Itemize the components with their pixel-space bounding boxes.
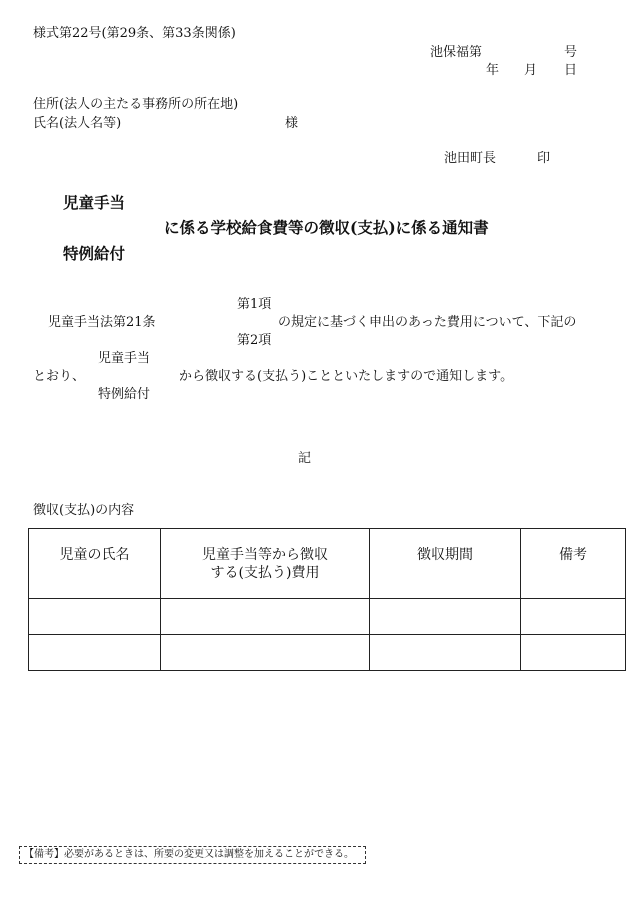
doc-number-prefix: 池保福第 bbox=[430, 45, 483, 60]
body-line-2: から徴収する(支払う)ことといたしますので通知します。 bbox=[179, 369, 514, 384]
sender-seal: 印 bbox=[537, 151, 551, 166]
cell-cost bbox=[161, 635, 370, 671]
collection-details-table bbox=[28, 528, 626, 671]
cell-remarks bbox=[521, 635, 626, 671]
header-cost bbox=[161, 529, 370, 599]
title-option-child-allowance: 児童手当 bbox=[63, 193, 126, 212]
body-line-1: の規定に基づく申出のあった費用について、下記の bbox=[278, 315, 577, 330]
date-month-label: 月 bbox=[524, 63, 538, 78]
header-cost-line-2: する(支払う)費用 bbox=[210, 564, 320, 581]
name-label: 氏名(法人名等) bbox=[33, 116, 122, 131]
header-cost-line-1: 児童手当等から徴収 bbox=[202, 547, 328, 563]
remarks-note: 【備考】必要があるときは、所要の変更又は調整を加えることができる。 bbox=[19, 846, 366, 864]
ki-mark: 記 bbox=[298, 451, 312, 466]
header-child-name: 児童の氏名 bbox=[29, 529, 161, 599]
table-row bbox=[29, 599, 626, 635]
document-title: に係る学校給食費等の徴収(支払)に係る通知書 bbox=[164, 218, 489, 237]
sender-name: 池田町長 bbox=[444, 151, 497, 166]
cell-child-name bbox=[29, 599, 161, 635]
header-remarks: 備考 bbox=[521, 529, 626, 599]
section-title: 徴収(支払)の内容 bbox=[33, 503, 135, 518]
date-year-label: 年 bbox=[486, 63, 500, 78]
body-option-child-allowance: 児童手当 bbox=[98, 351, 151, 366]
cell-collection-period bbox=[370, 635, 521, 671]
clause-1: 第1項 bbox=[237, 297, 272, 312]
honorific: 様 bbox=[285, 116, 299, 131]
table-row bbox=[29, 635, 626, 671]
date-day-label: 日 bbox=[564, 63, 578, 78]
header-collection-period: 徴収期間 bbox=[370, 529, 521, 599]
clause-2: 第2項 bbox=[237, 333, 272, 348]
cell-collection-period bbox=[370, 599, 521, 635]
form-number: 様式第22号(第29条、第33条関係) bbox=[33, 26, 236, 41]
title-option-special-benefit: 特例給付 bbox=[63, 244, 126, 263]
body-line-2-start: とおり、 bbox=[33, 369, 86, 384]
table-header-row bbox=[29, 529, 626, 599]
body-option-special-benefit: 特例給付 bbox=[98, 387, 151, 402]
doc-number-suffix: 号 bbox=[564, 45, 578, 60]
law-reference: 児童手当法第21条 bbox=[48, 315, 156, 330]
address-label: 住所(法人の主たる事務所の所在地) bbox=[33, 97, 239, 112]
cell-cost bbox=[161, 599, 370, 635]
cell-remarks bbox=[521, 599, 626, 635]
cell-child-name bbox=[29, 635, 161, 671]
